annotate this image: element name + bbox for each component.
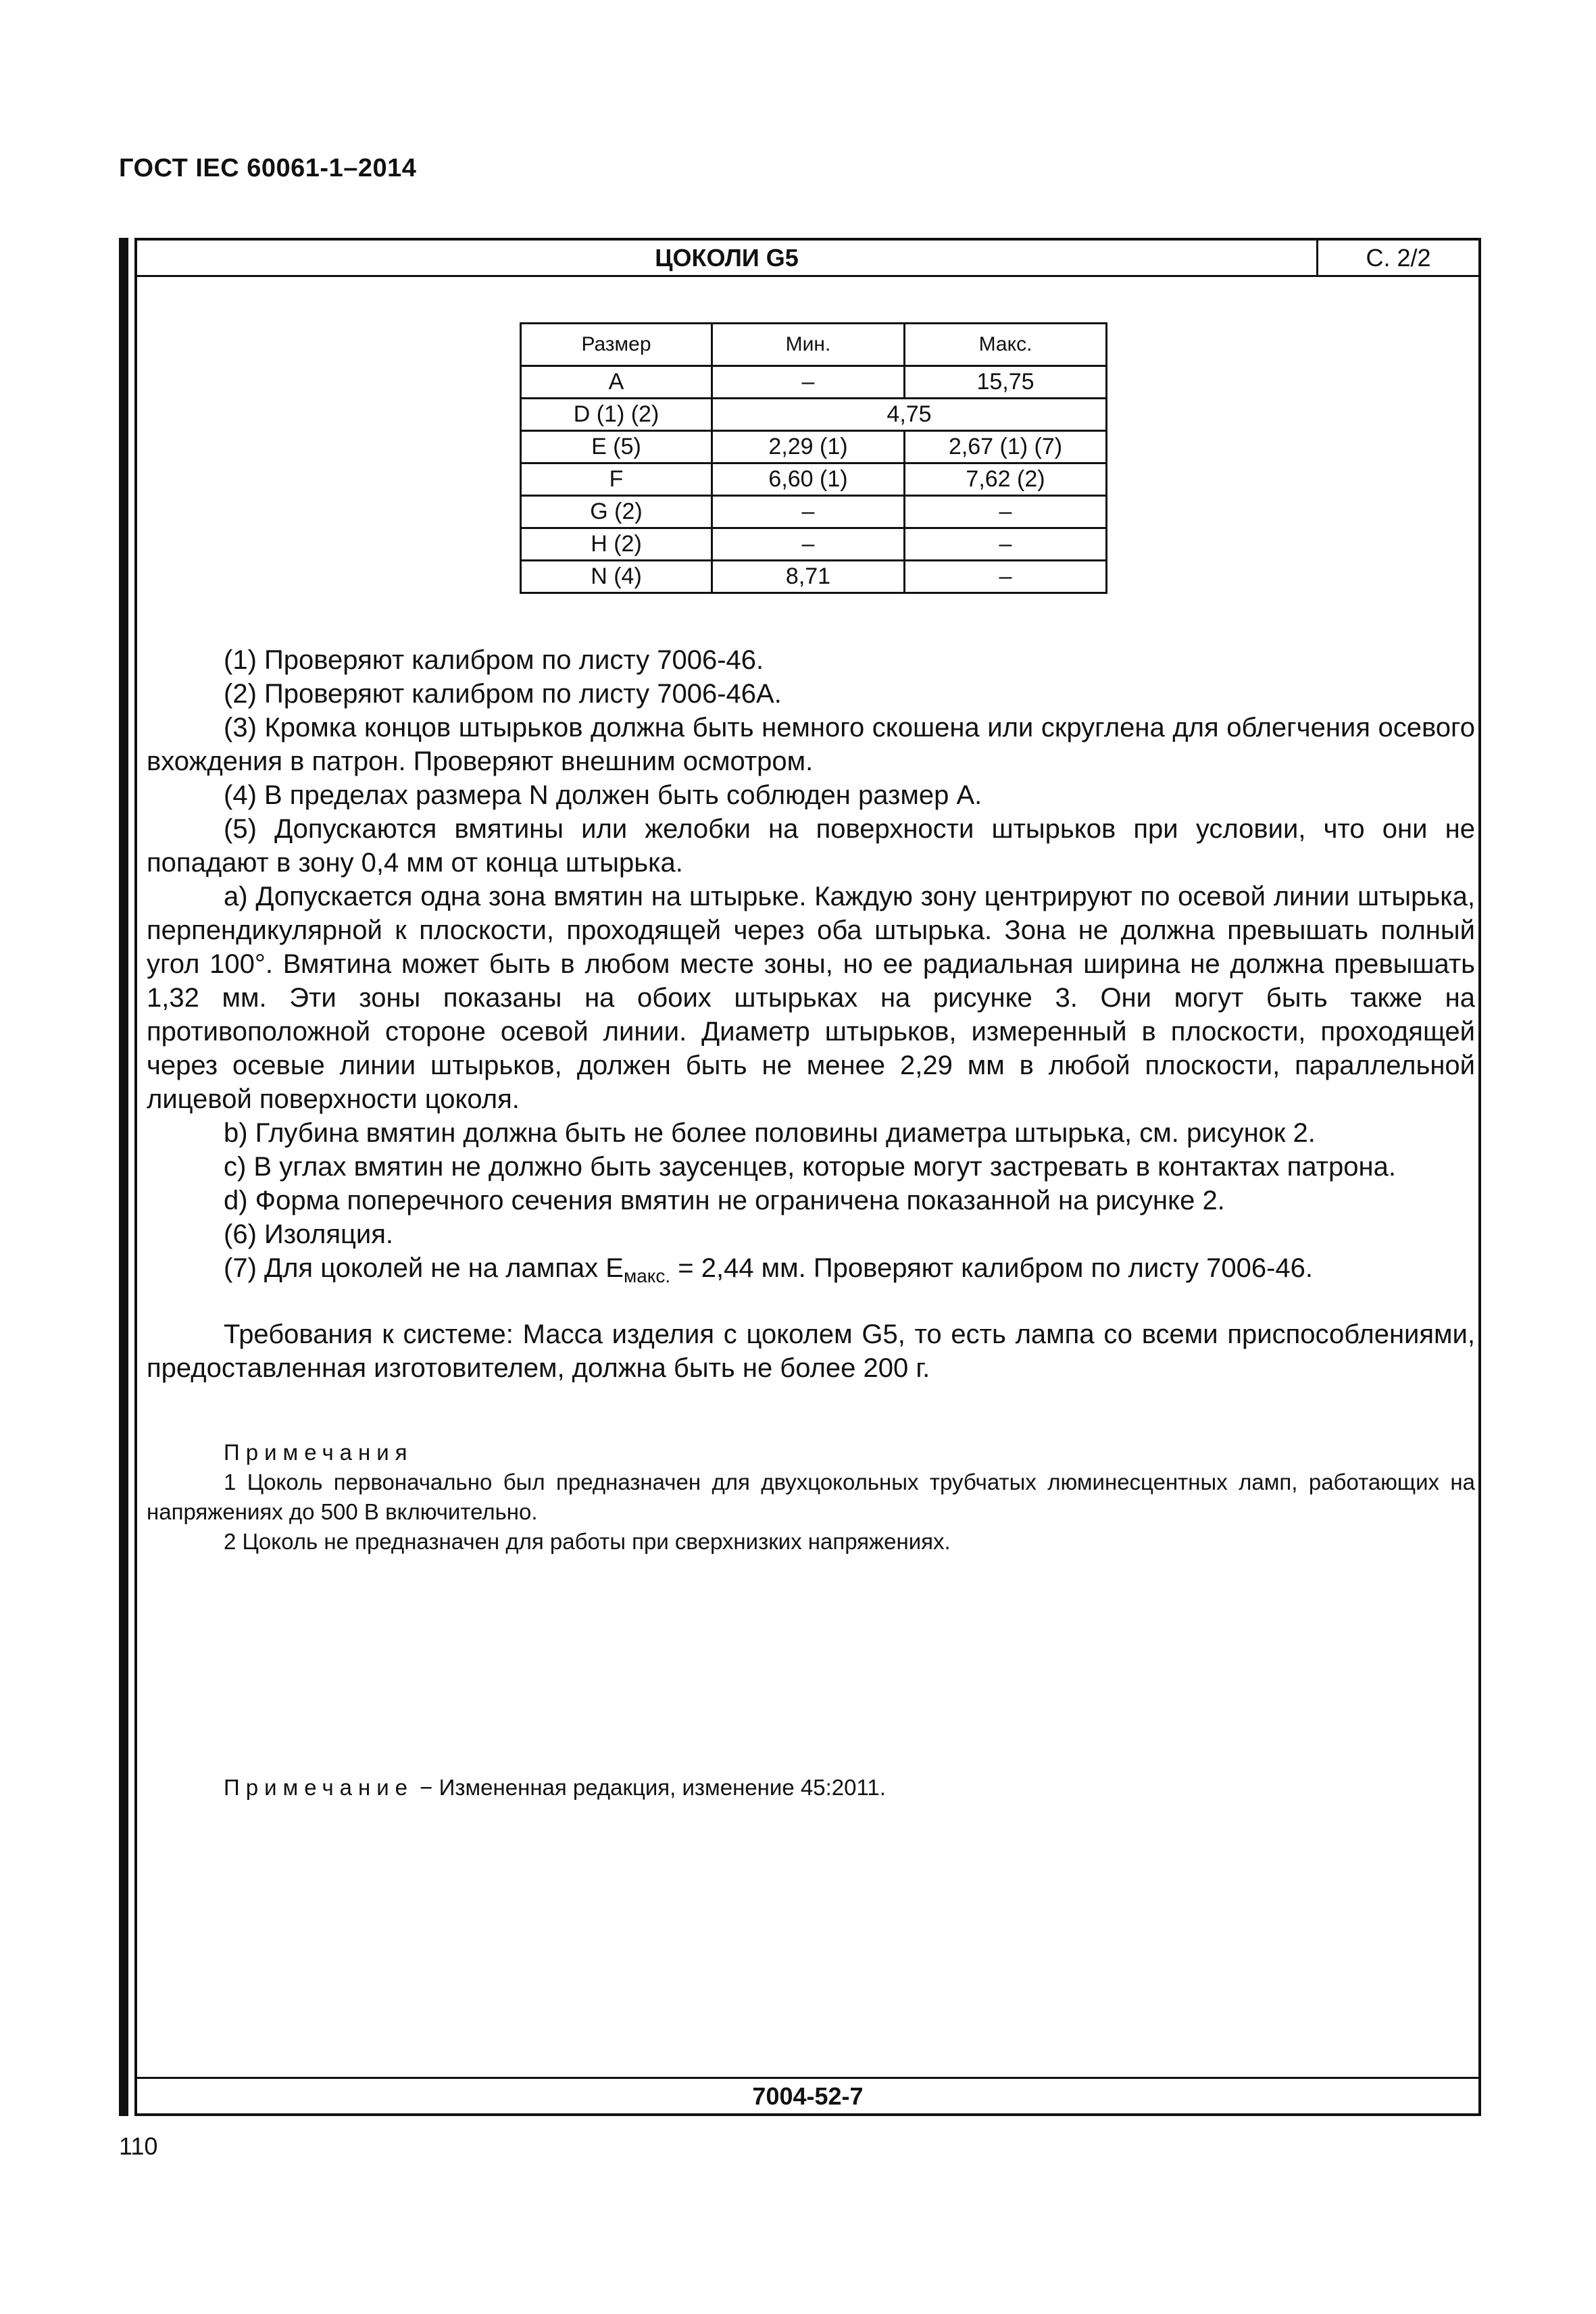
amendment-text: − Измененная редакция, изменение 45:2011. [414,1775,886,1800]
footnote-7-end: = 2,44 мм. Проверяют калибром по листу 7006-46. [670,1253,1314,1283]
cell-max: 2,67 (1) (7) [905,431,1107,463]
cell-size: D (1) (2) [521,399,712,431]
amendment-note [224,1773,886,1803]
footnote-3: (3) Кромка концов штырьков должна быть немного скошена или скруглена для облегчения осевого вхождения в патрон. Проверяют внешним осмотром. [147,713,1475,776]
sheet-title-row [137,241,1478,277]
footnote-5a: а) Допускается одна зона вмятин на штырьке. Каждую зону центрируют по осевой линии штырька, перпендикулярной к плоскости, проходящей через оба штырька. Зона не должна превышать полный угол 100°. Вмятина может быть в любом месте зоны, но ее радиальная ширина не должна превышать 1,32 мм. Эти зоны показаны на обоих штырьках на рисунке 3. Они могут быть также на противоположной стороне осевой линии. Диаметр штырьков, измеренный в плоскости, проходящей через осевые линии штырьков, должен быть не менее 2,29 мм в любой плоскости, параллельной лицевой поверхности цоколя. [147,882,1475,1114]
cell-min: 8,71 [712,561,905,593]
footnote-5b: b) Глубина вмятин должна быть не более половины диаметра штырька, см. рисунок 2. [224,1118,1316,1148]
sheet-frame [134,238,1481,2116]
amendment-label: Примечание [224,1775,414,1800]
page-number: 110 [119,2132,158,2160]
standard-designation: ГОСТ IEC 60061-1–2014 [119,154,417,182]
footnote-7 [147,1251,1475,1285]
header-max: Макс. [905,324,1107,366]
cell-size: E (5) [521,431,712,463]
table-row [521,431,1107,463]
cell-max: – [905,528,1107,561]
remarks-block [147,1438,1475,1557]
cell-size: H (2) [521,528,712,561]
remark-2: 2 Цоколь не предназначен для работы при сверхнизких напряжениях. [224,1529,951,1554]
remark-1: 1 Цоколь первоначально был предназначен для двухцокольных трубчатых люминесцентных ламп, работающих на напряжениях до 500 В включительно. [147,1469,1475,1524]
footnote-7-start: (7) Для цоколей не на лампах E [224,1253,624,1283]
header-size: Размер [521,324,712,366]
cell-max: – [905,561,1107,593]
cell-size: A [521,366,712,399]
footnotes-block [147,643,1475,1385]
cell-max: – [905,496,1107,528]
remarks-heading: Примечания [224,1440,414,1465]
sheet-page-ref: С. 2/2 [1316,241,1478,275]
header-min: Мин. [712,324,905,366]
cell-min: – [712,528,905,561]
table-row [521,496,1107,528]
table-row [521,561,1107,593]
footnote-5: (5) Допускаются вмятины или желобки на поверхности штырьков при условии, что они не попадают в зону 0,4 мм от конца штырька. [147,814,1475,878]
cell-min: 6,60 (1) [712,463,905,496]
cell-size: N (4) [521,561,712,593]
table-row [521,463,1107,496]
footnote-5c: с) В углах вмятин не должно быть заусенцев, которые могут застревать в контактах патрона. [224,1152,1396,1182]
table-row [521,528,1107,561]
sheet-code: 7004-52-7 [137,2077,1478,2113]
cell-min: – [712,496,905,528]
footnote-5d: d) Форма поперечного сечения вмятин не ограничена показанной на рисунке 2. [224,1186,1225,1215]
cell-min: 2,29 (1) [712,431,905,463]
cell-max: 15,75 [905,366,1107,399]
sheet-title: ЦОКОЛИ G5 [655,244,799,272]
cell-size: F [521,463,712,496]
table-row [521,399,1107,431]
cell-max: 7,62 (2) [905,463,1107,496]
table-row [521,366,1107,399]
footnote-1: (1) Проверяют калибром по листу 7006-46. [224,645,764,675]
cell-size: G (2) [521,496,712,528]
dimensions-table [520,322,1107,594]
table-header-row [521,324,1107,366]
cell-min: – [712,366,905,399]
footnote-6: (6) Изоляция. [224,1219,394,1249]
cell-merged-value: 4,75 [712,399,1107,431]
footnote-7-subscript: макс. [623,1265,671,1286]
sheet-edge-bar [119,238,128,2116]
footnote-2: (2) Проверяют калибром по листу 7006-46А. [224,679,782,709]
footnote-4: (4) В пределах размера N должен быть соблюден размер А. [224,780,982,810]
system-requirements: Требования к системе: Масса изделия с цоколем G5, то есть лампа со всеми приспособлениями, предоставленная изготовителем, должна быть не более 200 г. [147,1319,1475,1383]
